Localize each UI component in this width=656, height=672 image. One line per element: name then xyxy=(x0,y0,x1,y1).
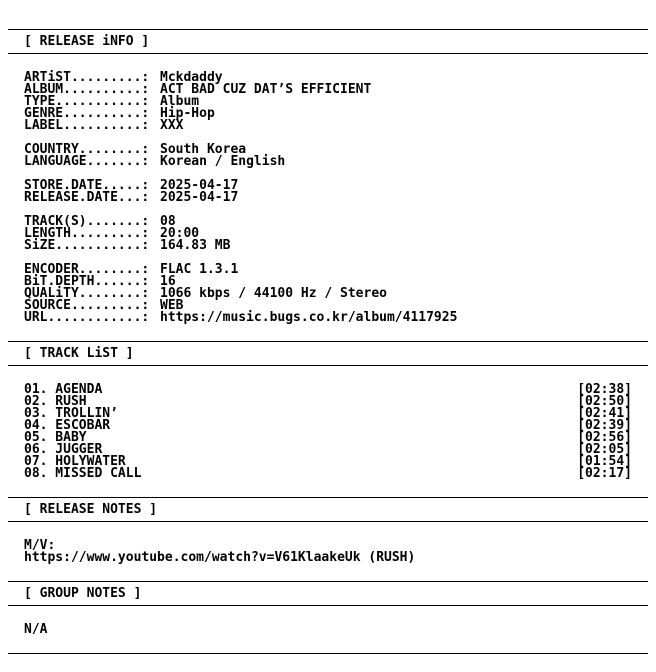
info-value: WEB xyxy=(160,298,184,313)
divider xyxy=(8,341,648,342)
info-key: BiT.DEPTH......: xyxy=(24,274,150,289)
info-value: FLAC 1.3.1 xyxy=(160,262,239,277)
info-value: 1066 kbps / 44100 Hz / Stereo xyxy=(160,286,387,301)
info-key: COUNTRY........: xyxy=(24,142,150,157)
group-notes-text: N/A xyxy=(24,622,48,637)
group-notes-heading: [ GROUP NOTES ] xyxy=(24,586,142,601)
info-value: Hip-Hop xyxy=(160,106,215,121)
info-key: TYPE...........: xyxy=(24,94,150,109)
divider xyxy=(8,605,648,606)
release-notes-mv-link[interactable]: https://www.youtube.com/watch?v=V61KlaakeUk (RUSH) xyxy=(24,550,416,565)
info-value: ACT BAD CUZ DAT’S EFFICIENT xyxy=(160,82,372,97)
info-key: TRACK(S).......: xyxy=(24,214,150,229)
info-row-language xyxy=(24,156,285,168)
divider xyxy=(8,497,648,498)
info-key: LABEL..........: xyxy=(24,118,150,133)
info-value: 164.83 MB xyxy=(160,238,231,253)
track-length: [02:50] xyxy=(577,394,632,409)
release-nfo-document xyxy=(8,0,648,672)
track-title: 04. ESCOBAR xyxy=(24,418,111,433)
track-title: 02. RUSH xyxy=(24,394,87,409)
info-value: XXX xyxy=(160,118,184,133)
track-row xyxy=(24,420,632,432)
info-key: LANGUAGE.......: xyxy=(24,154,150,169)
track-length: [02:39] xyxy=(577,418,632,433)
track-length: [02:17] xyxy=(577,466,632,481)
track-title: 06. JUGGER xyxy=(24,442,103,457)
info-key: RELEASE.DATE...: xyxy=(24,190,150,205)
track-title: 03. TROLLIN’ xyxy=(24,406,118,421)
info-key: URL............: xyxy=(24,310,150,325)
info-row-url xyxy=(24,312,457,324)
track-length: [02:41] xyxy=(577,406,632,421)
track-title: 08. MISSED CALL xyxy=(24,466,142,481)
info-value: Mckdaddy xyxy=(160,70,223,85)
track-length: [02:05] xyxy=(577,442,632,457)
track-length: [02:38] xyxy=(577,382,632,397)
divider xyxy=(8,653,648,654)
track-title: 07. HOLYWATER xyxy=(24,454,126,469)
info-value: 08 xyxy=(160,214,176,229)
info-key: QUALiTY........: xyxy=(24,286,150,301)
divider xyxy=(8,53,648,54)
track-row xyxy=(24,432,632,444)
info-value: Korean / English xyxy=(160,154,286,169)
release-info-heading: [ RELEASE iNFO ] xyxy=(24,34,150,49)
track-list-heading: [ TRACK LiST ] xyxy=(24,346,134,361)
info-value: Album xyxy=(160,94,200,109)
track-row xyxy=(24,408,632,420)
info-key: STORE.DATE.....: xyxy=(24,178,150,193)
track-length: [01:54] xyxy=(577,454,632,469)
info-key: ENCODER........: xyxy=(24,262,150,277)
info-key: ARTiST.........: xyxy=(24,70,150,85)
info-key: GENRE..........: xyxy=(24,106,150,121)
track-row xyxy=(24,384,632,396)
info-key: SOURCE.........: xyxy=(24,298,150,313)
info-value: 2025-04-17 xyxy=(160,190,239,205)
info-row-label xyxy=(24,120,183,132)
info-value: 16 xyxy=(160,274,176,289)
info-value: https://music.bugs.co.kr/album/4117925 xyxy=(160,310,458,325)
info-value: South Korea xyxy=(160,142,247,157)
info-key: ALBUM..........: xyxy=(24,82,150,97)
info-row-release-date xyxy=(24,192,238,204)
divider xyxy=(8,29,648,30)
track-title: 01. AGENDA xyxy=(24,382,103,397)
divider xyxy=(8,365,648,366)
track-row xyxy=(24,468,632,480)
release-notes-heading: [ RELEASE NOTES ] xyxy=(24,502,158,517)
info-key: LENGTH.........: xyxy=(24,226,150,241)
divider xyxy=(8,521,648,522)
info-value: 2025-04-17 xyxy=(160,178,239,193)
info-key: SiZE...........: xyxy=(24,238,150,253)
info-row-size xyxy=(24,240,230,252)
release-notes-mv-label: M/V: xyxy=(24,538,56,553)
divider xyxy=(8,581,648,582)
track-title: 05. BABY xyxy=(24,430,87,445)
track-length: [02:56] xyxy=(577,430,632,445)
info-value: 20:00 xyxy=(160,226,200,241)
